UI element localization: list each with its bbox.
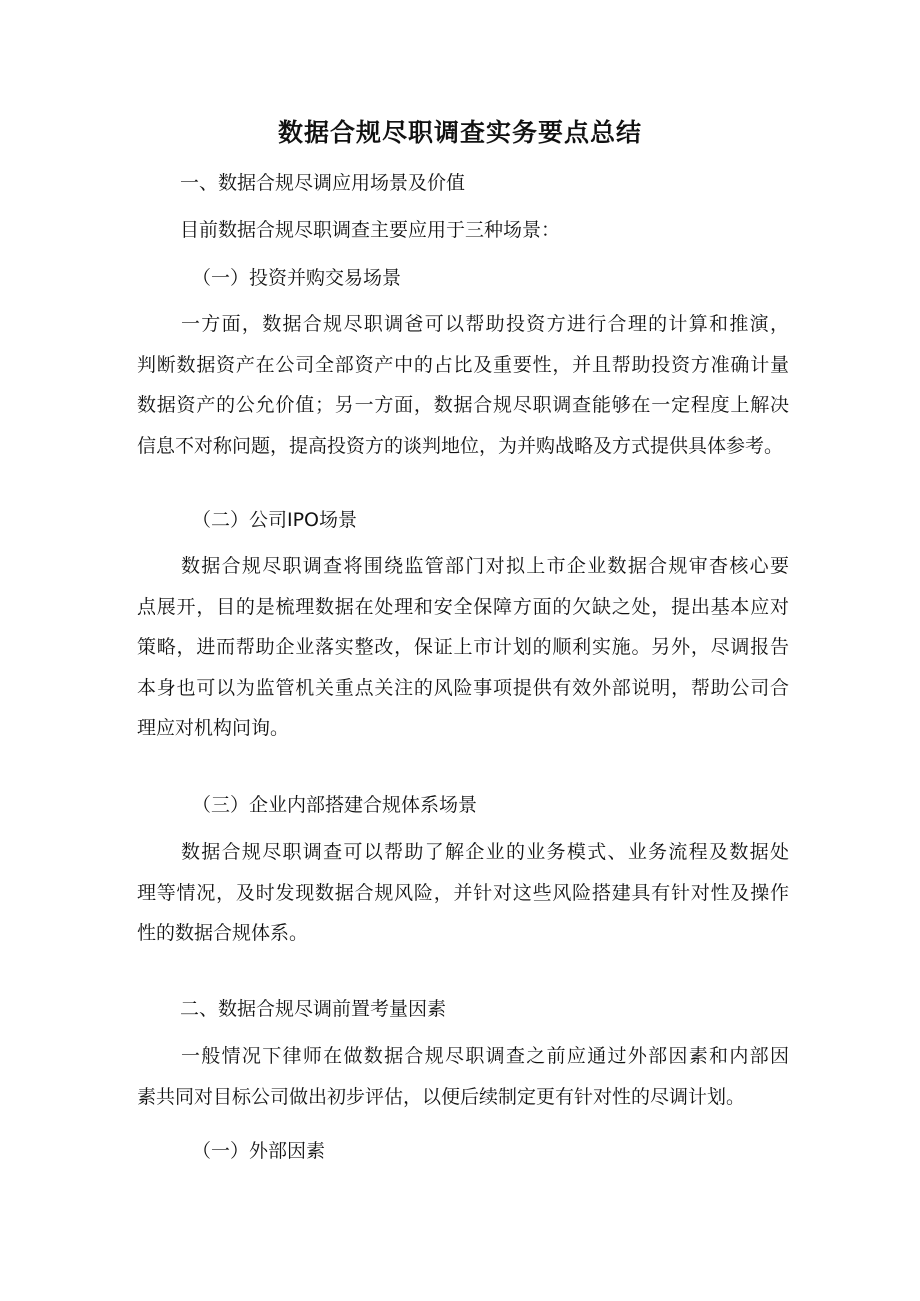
paragraph-line: 数据合规尽职调查将围绕监管部门对拟上市企业数据合规审杳核心要 <box>181 555 789 577</box>
paragraph-line: 性的数据合规体系。 <box>137 922 309 944</box>
paragraph-line: 判断数据资产在公司全部资产中的占比及重要性，并且帮助投资方准确计量 <box>137 353 789 376</box>
paragraph-line: 数据合规尽职调查可以帮助了解企业的业务模式、业务流程及数据处 <box>181 841 789 863</box>
paragraph-line: 点展开，目的是梳理数据在处理和安全保障方面的欠缺之处，提出基本应对 <box>137 595 789 618</box>
subsection-1-1-paragraph <box>137 304 789 466</box>
paragraph-line: 一方面，数据合规尽职调爸可以帮助投资方进行合理的计算和推演， <box>181 313 789 335</box>
section-2-heading: 二、数据合规尽调前置考量因素 <box>180 998 447 1020</box>
subsection-1-1-heading: （一）投资并购交易场景 <box>192 267 402 289</box>
paragraph-line: 本身也可以为监管机关重点关注的风险事项提供有效外部说明，帮助公司合 <box>137 676 789 699</box>
subsection-2-1-heading: （一）外部因素 <box>192 1140 326 1162</box>
paragraph-line: 策略，进而帮助企业落实整改，保证上市计划的顺利实施。另外，尽调报告 <box>137 636 789 658</box>
section-1-intro: 目前数据合规尽职调查主要应用于三种场景： <box>180 219 561 241</box>
paragraph-line: 理应对机构问询。 <box>137 717 290 739</box>
subsection-1-2-heading: （二）公司IPO场景 <box>192 509 358 531</box>
document-title: 数据合规尽职调查实务要点总结 <box>277 118 642 147</box>
subsection-1-3-paragraph <box>137 832 789 954</box>
paragraph-line: 数据资产的公允价值；另一方面，数据合规尽职调查能够在一定程度上解决 <box>137 394 789 416</box>
paragraph-line: 素共同对目标公司做出初步评估，以便后续制定更有针对性的尽调计划。 <box>137 1085 746 1108</box>
subsection-1-2-paragraph <box>137 546 789 749</box>
paragraph-line: 一般情况下律师在做数据合规尽职调查之前应通过外部因素和内部因 <box>181 1045 789 1067</box>
section-2-paragraph <box>137 1036 789 1117</box>
paragraph-line: 理等情况，及时发现数据合规风险，并针对这些风险搭建具有针对性及操作 <box>137 881 789 904</box>
paragraph-line: 信息不对称问题，提高投资方的谈判地位，为并购战略及方式提供具体参考。 <box>137 434 784 457</box>
subsection-1-3-heading: （三）企业内部搭建合规体系场景 <box>192 794 478 816</box>
section-1-heading: 一、数据合规尽调应用场景及价值 <box>180 172 466 194</box>
